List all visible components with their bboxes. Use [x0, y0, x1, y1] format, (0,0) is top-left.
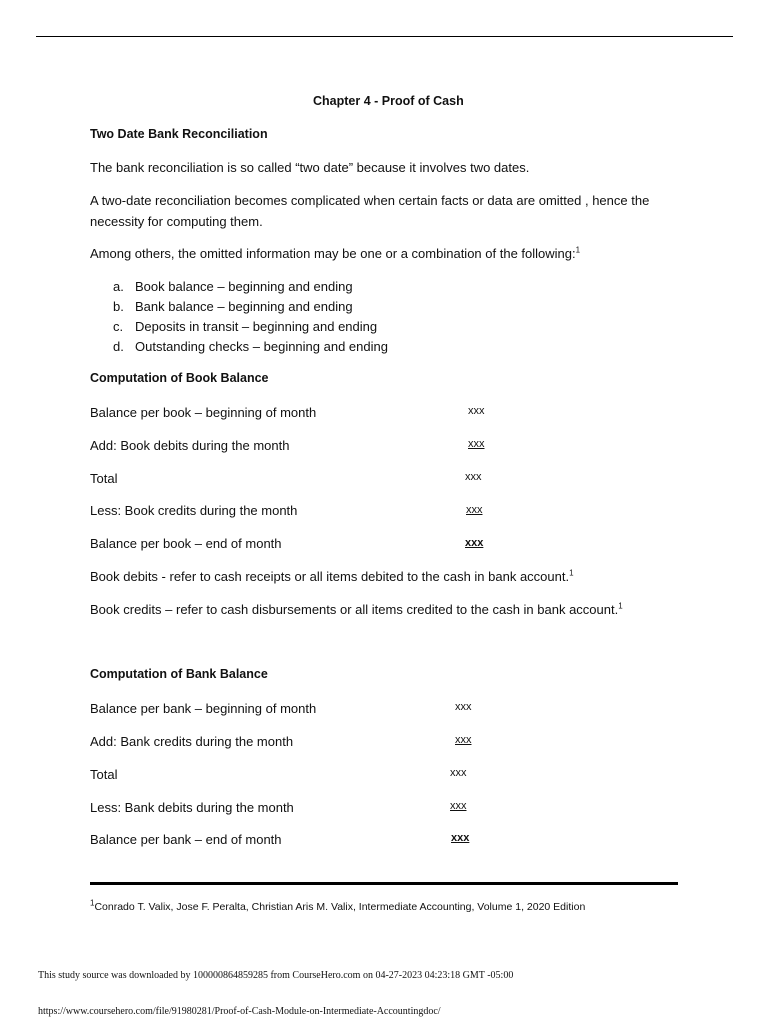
- definition-book-debits: [90, 566, 574, 587]
- list-marker: d.: [113, 339, 124, 354]
- footnote-rule: [90, 882, 678, 885]
- bank-row-label: Total: [90, 767, 118, 782]
- book-row-amount: xxx: [465, 471, 482, 483]
- book-row-label: Total: [90, 471, 118, 486]
- book-row-label: Add: Book debits during the month: [90, 438, 290, 453]
- source-url: https://www.coursehero.com/file/91980281/Proof-of-Cash-Module-on-Intermediate-Accountingdoc/: [38, 1006, 441, 1017]
- bank-row-amount: xxx: [450, 800, 467, 812]
- book-row-label: Balance per book – beginning of month: [90, 405, 317, 420]
- list-item: [113, 336, 388, 357]
- list-item: [113, 296, 353, 317]
- list-item-text: Bank balance – beginning and ending: [135, 299, 353, 314]
- paragraph-text: Among others, the omitted information may be one or a combination of the following:: [90, 246, 576, 261]
- book-row-amount: xxx: [465, 537, 484, 549]
- footnote-marker: 1: [575, 245, 581, 255]
- bank-row-label: Less: Bank debits during the month: [90, 800, 294, 815]
- bank-row-amount: xxx: [451, 832, 470, 844]
- bank-row-amount: xxx: [455, 701, 472, 713]
- bank-row-label: Balance per bank – beginning of month: [90, 701, 317, 716]
- footnote-text: Conrado T. Valix, Jose F. Peralta, Christian Aris M. Valix, Intermediate Accounting, Volume 1, 2020 Edition: [94, 901, 586, 913]
- list-marker: b.: [113, 299, 124, 314]
- bank-row-amount: xxx: [450, 767, 467, 779]
- paragraph-two-date-definition: The bank reconciliation is so called “two date” because it involves two dates.: [90, 160, 530, 175]
- section-heading-book-balance: Computation of Book Balance: [90, 371, 269, 385]
- download-notice: This study source was downloaded by 100000864859285 from CourseHero.com on 04-27-2023 04:23:18 GMT -05:00: [38, 970, 514, 981]
- bank-row-label: Add: Bank credits during the month: [90, 734, 294, 749]
- list-item-text: Book balance – beginning and ending: [135, 279, 353, 294]
- definition-text: Book debits - refer to cash receipts or all items debited to the cash in bank account.: [90, 569, 570, 584]
- footnote-marker: 1: [618, 601, 623, 611]
- book-row-label: Balance per book – end of month: [90, 536, 282, 551]
- book-row-amount: xxx: [466, 504, 483, 516]
- list-item: [113, 316, 377, 337]
- page-title: Chapter 4 - Proof of Cash: [313, 94, 464, 108]
- footnote-marker: 1: [569, 568, 574, 578]
- list-marker: a.: [113, 279, 124, 294]
- book-row-amount: xxx: [468, 438, 485, 450]
- list-item: [113, 276, 353, 297]
- section-heading-bank-balance: Computation of Bank Balance: [90, 667, 268, 681]
- bank-row-label: Balance per bank – end of month: [90, 832, 282, 847]
- list-item-text: Deposits in transit – beginning and ending: [135, 319, 378, 334]
- paragraph-omitted-information: [90, 243, 580, 264]
- list-item-text: Outstanding checks – beginning and ending: [135, 339, 388, 354]
- book-row-amount: xxx: [468, 405, 485, 417]
- book-row-label: Less: Book credits during the month: [90, 503, 298, 518]
- footnote: [90, 898, 586, 913]
- definition-text: Book credits – refer to cash disbursements or all items credited to the cash in bank account.: [90, 602, 619, 617]
- list-marker: c.: [113, 319, 124, 334]
- bank-row-amount: xxx: [455, 734, 472, 746]
- top-rule: [36, 36, 733, 37]
- paragraph-omitted-facts: A two-date reconciliation becomes complicated when certain facts or data are omitted , hence the necessity for computing them.: [90, 193, 650, 229]
- footnote-marker: 1: [90, 898, 95, 908]
- definition-book-credits: [90, 599, 623, 620]
- section-heading-two-date: Two Date Bank Reconciliation: [90, 127, 268, 141]
